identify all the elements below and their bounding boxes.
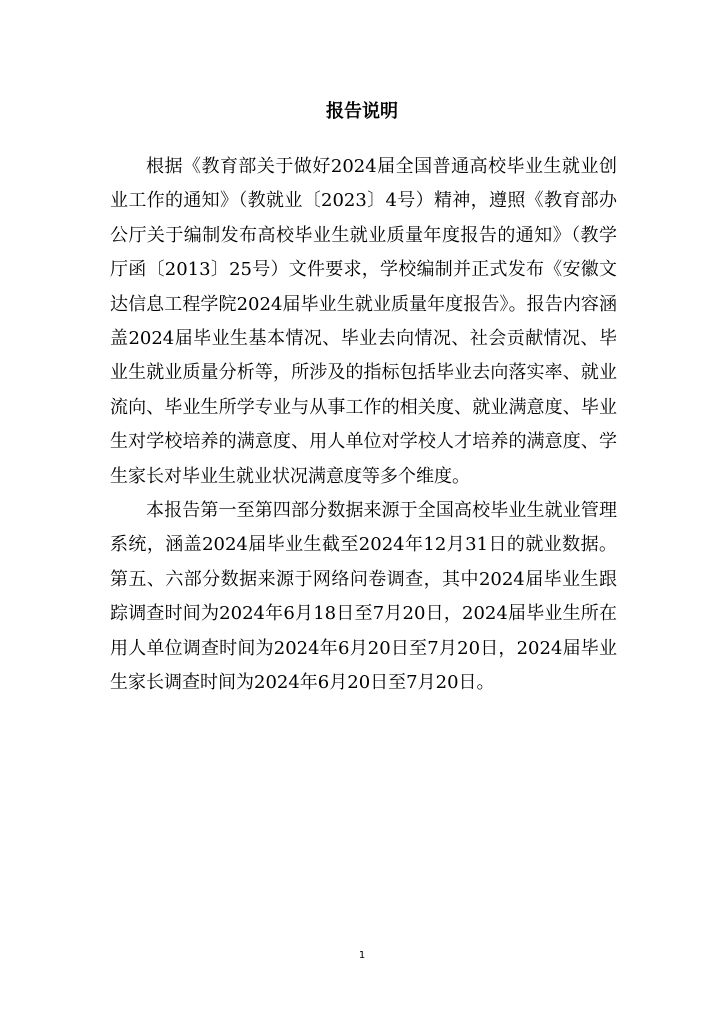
- paragraph-data-source: 本报告第一至第四部分数据来源于全国高校毕业生就业管理系统，涵盖2024届毕业生截至2024年12月31日的就业数据。第五、六部分数据来源于网络问卷调查，其中2024届毕业生跟踪调查时间为2024年6月18日至7月20日，2024届毕业生所在用人单位调查时间为2024年6月20日至7月20日，2024届毕业生家长调查时间为2024年6月20日至7月20日。: [110, 500, 617, 694]
- document-body: [110, 150, 617, 701]
- document-title: 报告说明: [326, 101, 398, 122]
- page-number: 1: [358, 950, 366, 961]
- paragraph-report-basis: 根据《教育部关于做好2024届全国普通高校毕业生就业创业工作的通知》（教就业〔2023〕4号）精神，遵照《教育部办公厅关于编制发布高校毕业生就业质量年度报告的通知》（教学厅函〔2013〕25号）文件要求，学校编制并正式发布《安徽文达信息工程学院2024届毕业生就业质量年度报告》。报告内容涵盖2024届毕业生基本情况、毕业去向情况、社会贡献情况、毕业生就业质量分析等，所涉及的指标包括毕业去向落实率、就业流向、毕业生所学专业与从事工作的相关度、就业满意度、毕业生对学校培养的满意度、用人单位对学校人才培养的满意度、学生家长对毕业生就业状况满意度等多个维度。: [110, 156, 617, 487]
